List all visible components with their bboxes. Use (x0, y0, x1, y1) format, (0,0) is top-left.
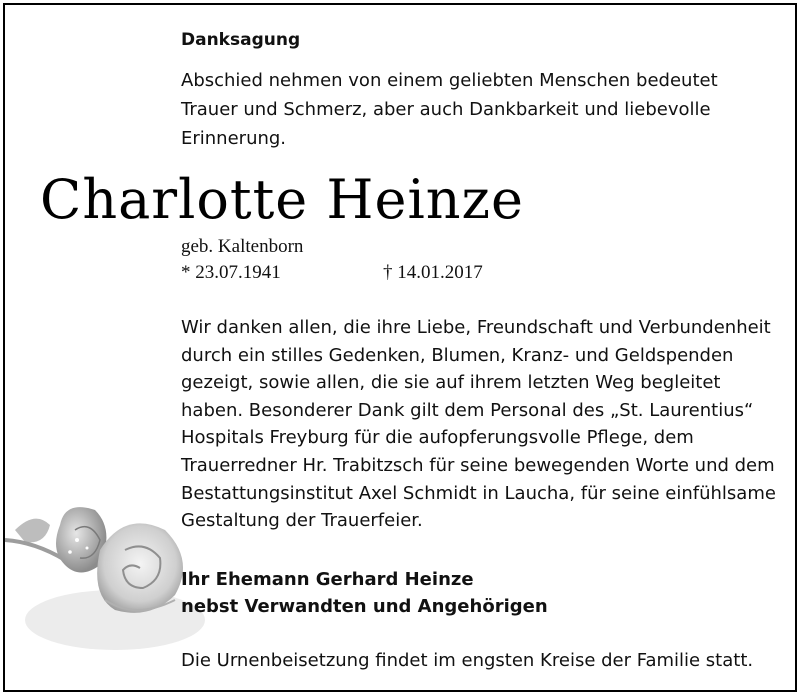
signature-line-1: Ihr Ehemann Gerhard Heinze (181, 569, 474, 590)
thanks-text: Wir danken allen, die ihre Liebe, Freundschaft und Verbundenheit durch ein stilles Gedenken, Blumen, Kranz- und Geldspenden gezeigt, sowie allen, die sie auf ihrem letzten Weg begleitet haben. Besonderer Dank gilt dem Personal des „St. Laurentius“ Hospitals Freyburg für die aufopferungsvolle Pflege, dem Trauerredner Hr. Trabitzsch für seine bewegenden Worte und dem Bestattungsinstitut Axel Schmidt in Laucha, für seine einfühlsame Gestaltung der Trauerfeier. (181, 317, 776, 532)
life-dates (181, 262, 601, 284)
death-date: † 14.01.2017 (383, 262, 483, 283)
rose-illustration (5, 470, 205, 670)
burial-note: Die Urnenbeisetzung findet im engsten Kreise der Familie statt. (181, 650, 754, 671)
birth-date: * 23.07.1941 (181, 262, 281, 283)
birth-name: geb. Kaltenborn (181, 236, 304, 257)
deceased-name: Charlotte Heinze (40, 168, 524, 231)
signature (181, 566, 548, 620)
intro-text: Abschied nehmen von einem geliebten Menschen bedeutet Trauer und Schmerz, aber auch Dankbarkeit und liebevolle Erinnerung. (181, 70, 718, 149)
notice-heading: Danksagung (181, 30, 301, 50)
signature-line-2: nebst Verwandten und Angehörigen (181, 596, 548, 617)
